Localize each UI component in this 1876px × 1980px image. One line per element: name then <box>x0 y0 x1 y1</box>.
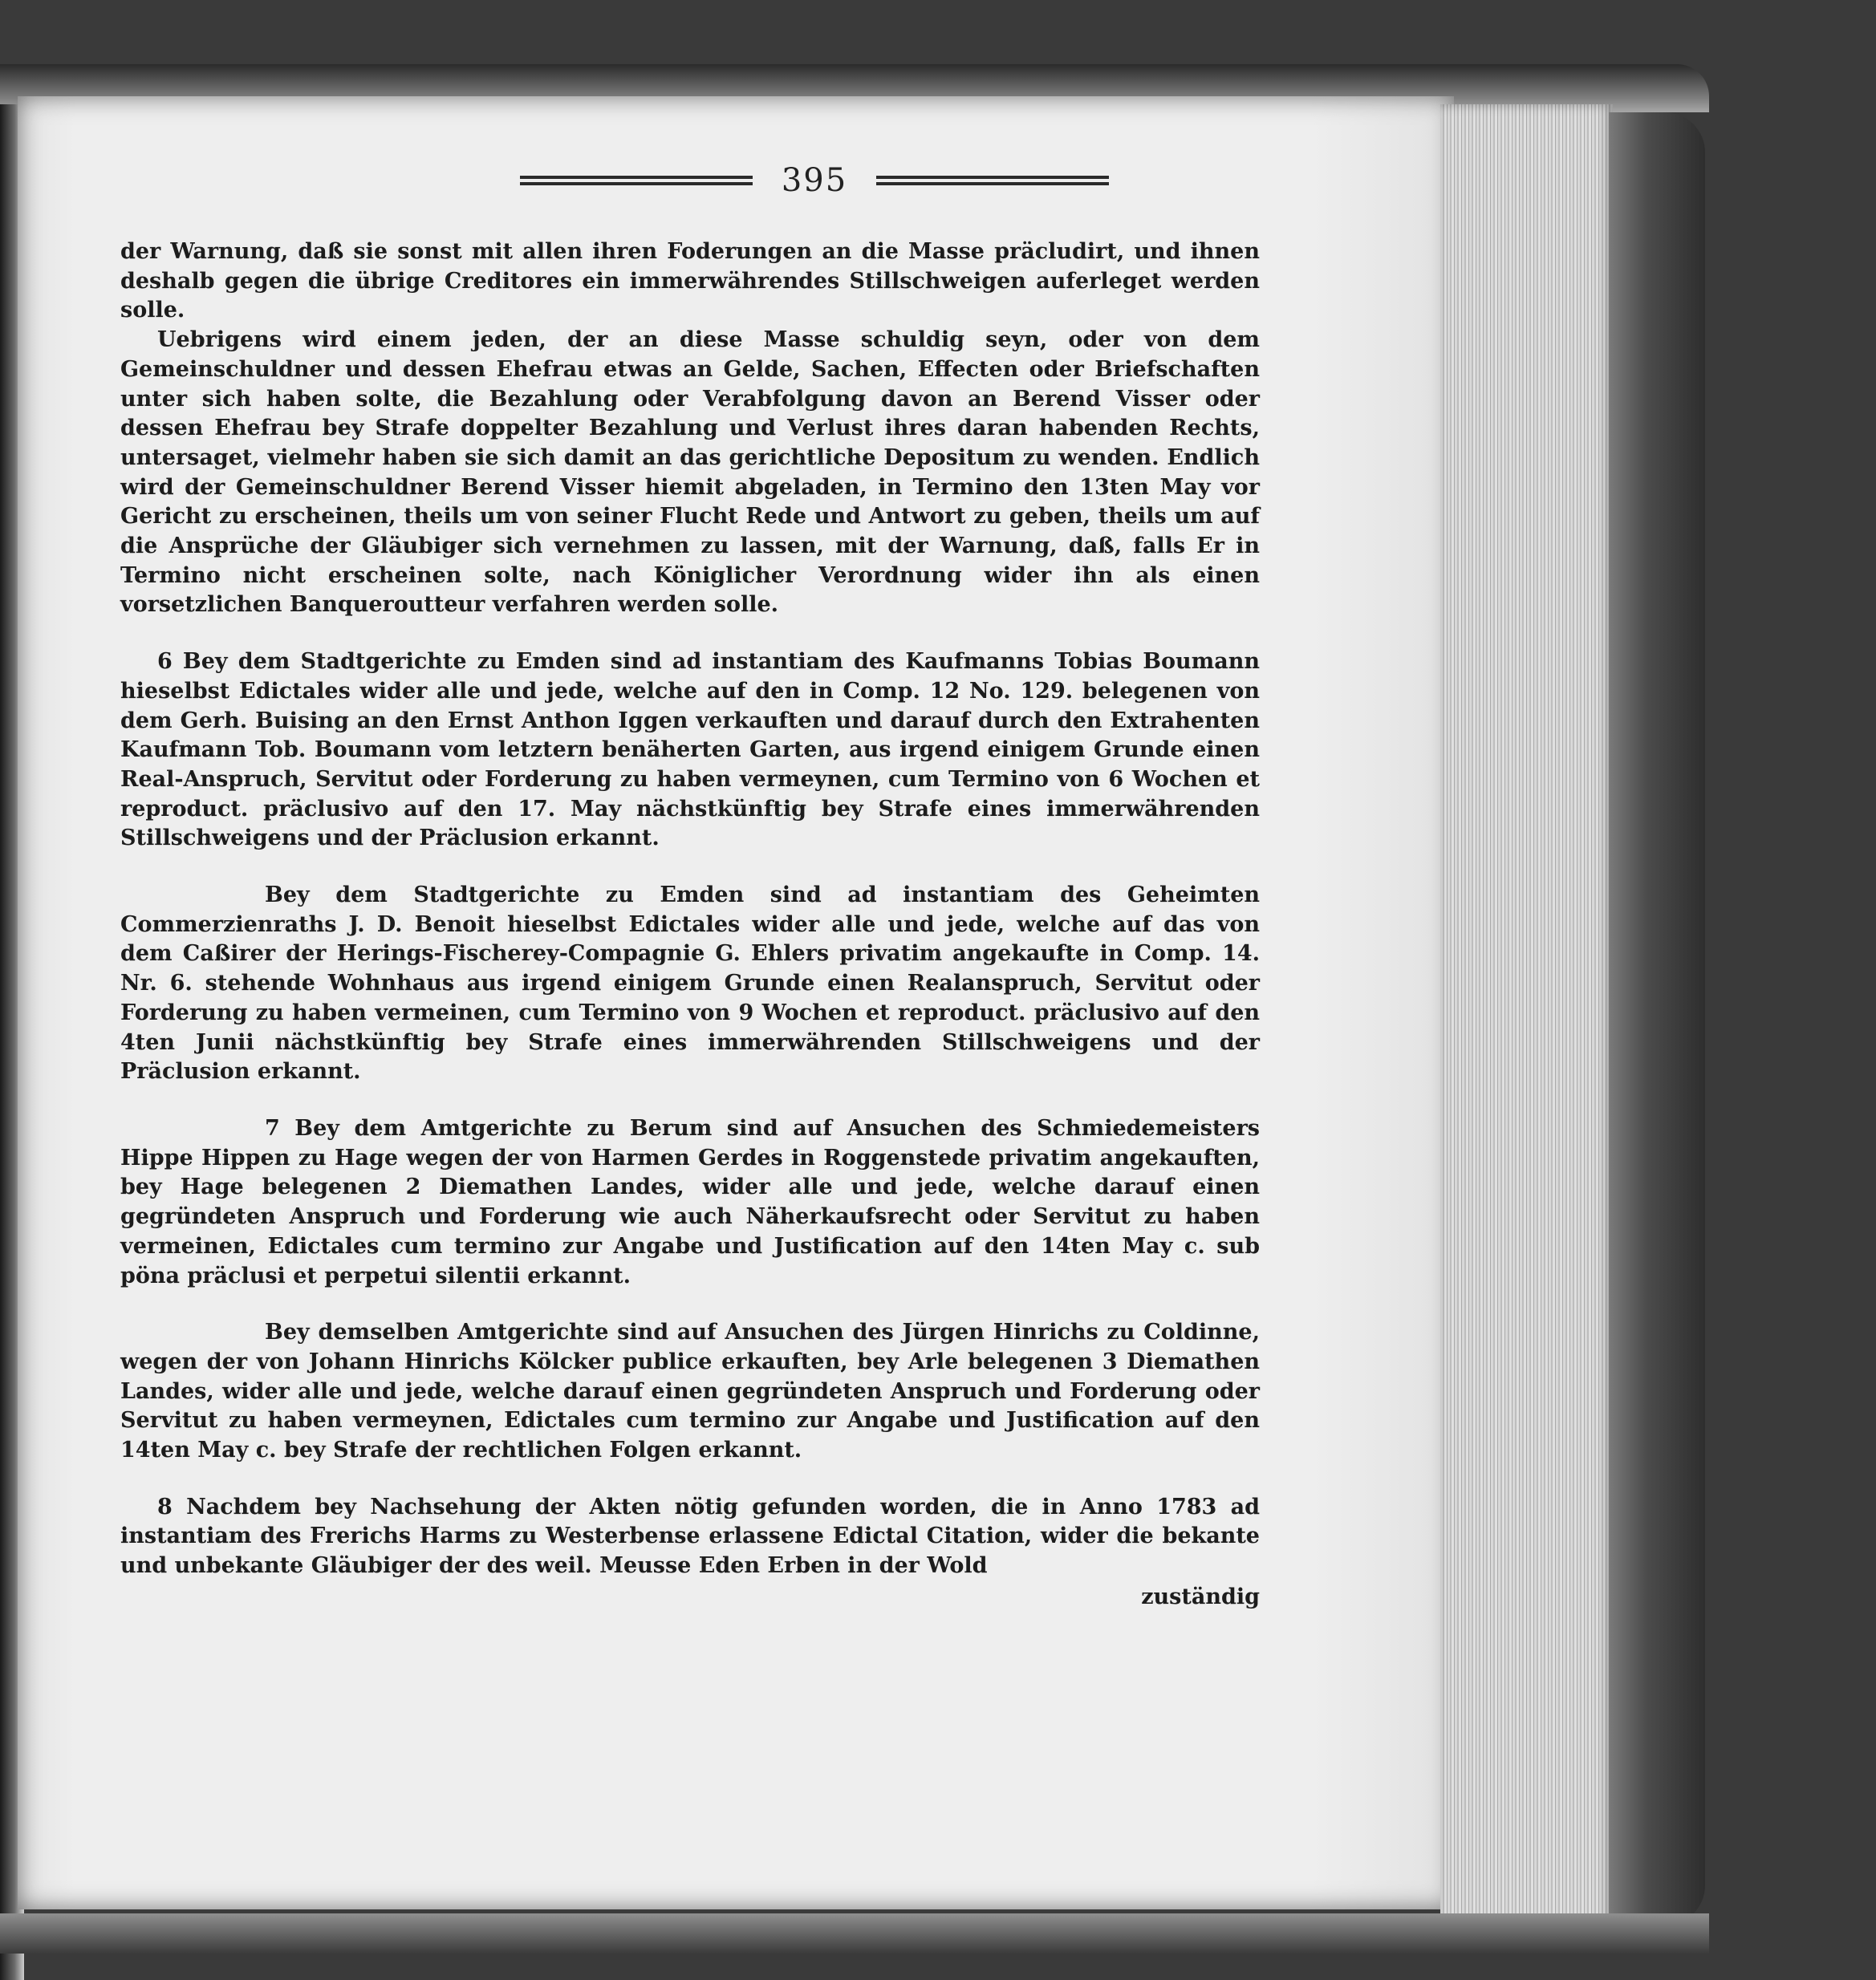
header-rule-left <box>520 175 753 186</box>
page-header <box>377 160 1252 201</box>
paragraph-benoit: Bey dem Stadtgerichte zu Emden sind ad instantiam des Geheimten Commerzienraths J. D. Benoit hieselbst Edictales wider alle und jede, welche auf das von dem Caßirer der Herings-Fischerey-Compagnie G. Ehlers privatim angekaufte in Comp. 14. Nr. 6. stehende Wohnhaus aus irgend einigem Grunde einen Realanspruch, Servitut oder Forderung zu haben vermeinen, cum Termino von 9 Wochen et reproduct. präclusivo auf den 4ten Junii nächstkünftig bey Strafe eines immerwährenden Stillschweigens und der Präclusion erkannt. <box>120 882 1260 1085</box>
book-bottom-edge <box>0 1913 1709 1954</box>
page-number: 395 <box>781 162 848 199</box>
paragraph-coldinne: Bey demselben Amtgerichte sind auf Ansuchen des Jürgen Hinrichs zu Coldinne, wegen der von Johann Hinrichs Kölcker publice erkauften, bey Arle belegenen 3 Diemathen Landes, wider alle und jede, welche darauf einen gegründeten Anspruch und Forderung oder Servitut zu haben vermeynen, Edictales cum termino zur Angabe und Justification auf den 14ten May c. bey Strafe der rechtlichen Folgen erkannt. <box>120 1320 1260 1463</box>
paragraph-warning-continuation: der Warnung, daß sie sonst mit allen ihren Foderungen an die Masse präcludirt, und ihnen deshalb gegen die übrige Creditores ein immerwährendes Stillschweigen auferleget werden solle. <box>120 239 1260 323</box>
page-body <box>120 237 1260 1613</box>
book-cover-edge <box>1609 112 1705 1925</box>
header-rule-right <box>876 175 1109 186</box>
paragraph-debtors-notice: Uebrigens wird einem jeden, der an diese Masse schuldig seyn, oder von dem Gemeinschuldner und dessen Ehefrau etwas an Gelde, Sachen, Effecten oder Briefschaften unter sich haben solte, die Bezahlung oder Verabfolgung davon an Berend Visser oder dessen Ehefrau bey Strafe doppelter Bezahlung und Verlust ihres daran habenden Rechts, untersaget, vielmehr haben sie sich damit an das gerichtliche Depositum zu wenden. Endlich wird der Gemeinschuldner Berend Visser hiemit abgeladen, in Termino den 13ten May vor Gericht zu erscheinen, theils um von seiner Flucht Rede und Antwort zu geben, theils um auf die Ansprüche der Gläubiger sich vernehmen zu lassen, mit der Warnung, daß, falls Er in Termino nicht erscheinen solte, nach Königlicher Verordnung wider ihn als einen vorsetzlichen Banqueroutteur verfahren werden solle. <box>120 327 1260 618</box>
paragraph-7-berum: 7 Bey dem Amtgerichte zu Berum sind auf Ansuchen des Schmiedemeisters Hippe Hippen zu Hage wegen der von Harmen Gerdes in Roggenstede privatim angekauften, bey Hage belegenen 2 Diemathen Landes, wider alle und jede, welche darauf einen gegründeten Anspruch und Forderung wie auch Näherkaufsrecht oder Servitut zu haben vermeinen, Edictales cum termino zur Angabe und Justification auf den 14ten May c. sub pöna präclusi et perpetui silentii erkannt. <box>120 1115 1260 1288</box>
paragraph-8-harms: 8 Nachdem bey Nachsehung der Akten nötig gefunden worden, die in Anno 1783 ad instantiam des Frerichs Harms zu Westerbense erlassene Edictal Citation, wider die bekante und unbekante Gläubiger der des weil. Meusse Eden Erben in der Wold <box>120 1494 1260 1579</box>
catchword: zuständig <box>1141 1584 1260 1609</box>
paragraph-6-boumann: 6 Bey dem Stadtgerichte zu Emden sind ad instantiam des Kaufmanns Tobias Boumann hieselbst Edictales wider alle und jede, welche auf den in Comp. 12 No. 129. belegenen von dem Gerh. Buising an den Ernst Anthon Iggen verkauften und darauf durch den Extrahenten Kaufmann Tob. Boumann vom letztern benäherten Garten, aus irgend einigem Grunde einen Real-Anspruch, Servitut oder Forderung zu haben vermeynen, cum Termino von 6 Wochen et reproduct. präclusivo auf den 17. May nächstkünftig bey Strafe eines immerwährenden Stillschweigens und der Präclusion erkannt. <box>120 649 1260 851</box>
page-fore-edge <box>1440 104 1613 1933</box>
